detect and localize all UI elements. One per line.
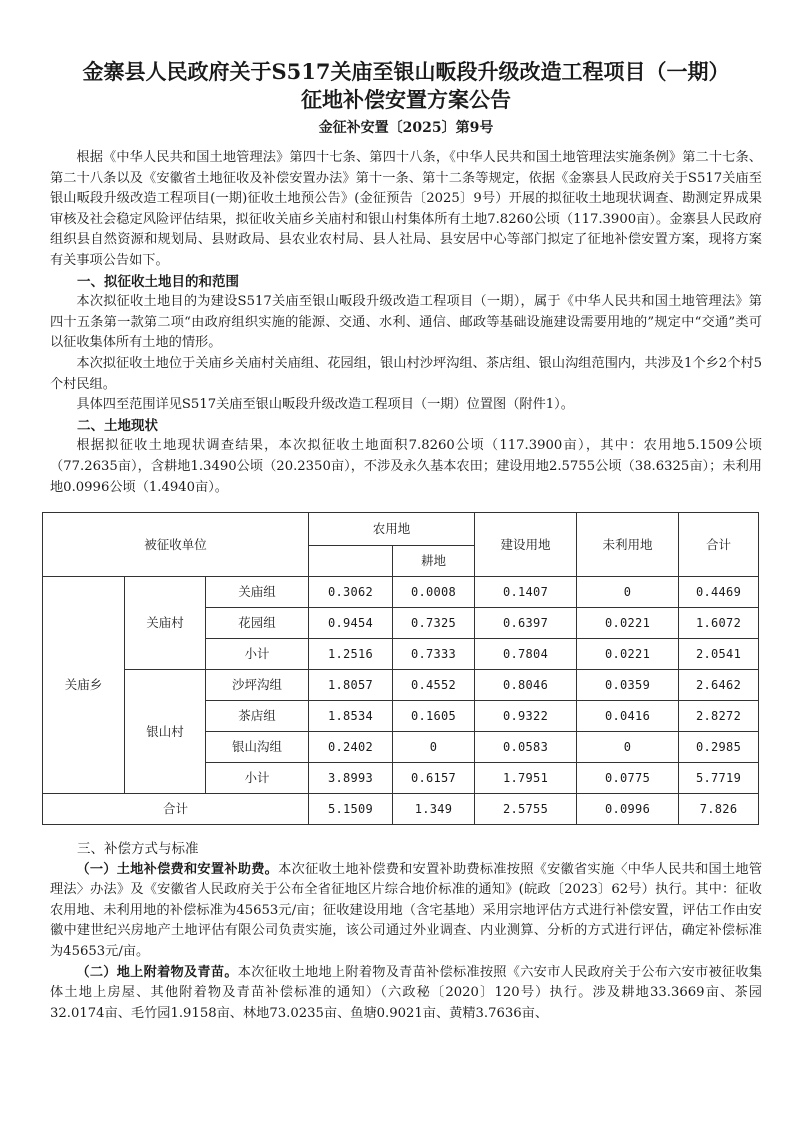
construction-cell: 0.6397 [475, 608, 577, 639]
construction-cell: 0.8046 [475, 670, 577, 701]
header-total: 合计 [679, 513, 759, 577]
sub2-title: （二）地上附着物及青苗。 [76, 964, 238, 980]
total-cell: 0.2985 [679, 732, 759, 763]
group-cell: 花园组 [206, 608, 309, 639]
farmland-cell: 1.2516 [309, 639, 393, 670]
total-cell: 7.826 [679, 794, 759, 825]
table-row [43, 577, 759, 608]
unused-cell: 0.0996 [577, 794, 679, 825]
total-cell: 1.6072 [679, 608, 759, 639]
section1-purpose: 本次拟征收土地目的为建设S517关庙至银山畈段升级改造工程项目（一期），属于《中华人民共和国土地管理法》第四十五条第一款第二项“由政府组织实施的能源、交通、水利、通信、邮政等基础设施建设需要用地的”规定中“交通”类可以征收集体所有土地的情形。 [50, 294, 762, 351]
farmland-cell: 1.8057 [309, 670, 393, 701]
unused-cell: 0.0221 [577, 608, 679, 639]
total-cell: 5.7719 [679, 763, 759, 794]
construction-cell: 0.0583 [475, 732, 577, 763]
grand-total-label: 合计 [43, 794, 309, 825]
sub1-text: 本次征收土地补偿费和安置补助费标准按照《安徽省实施〈中华人民共和国土地管理法〉办法》及《安徽省人民政府关于公布全省征地区片综合地价标准的通知》(皖政〔2023〕62号）执行。其中：征收农用地、未利用地的补偿标准为45653元/亩；征收建设用地（含宅基地）采用宗地评估方式进行补偿安置，评估工作由安徽中建世纪兴房地产土地评估有限公司负责实施，该公司通过外业调查、内业测算、分析的方式进行评估，确定补偿标准为45653元/亩。 [50, 861, 763, 960]
arable-cell: 0.6157 [393, 763, 475, 794]
sub2-text: 本次征收土地地上附着物及青苗补偿标准按照《六安市人民政府关于公布六安市被征收集体土地上房屋、其他附着物及青苗补偿标准的通知）（六政秘〔2020〕120号）执行。涉及耕地33.3669亩、茶园32.0174亩、毛竹园1.9158亩、林地73.0235亩、鱼塘0.9021亩、黄精3.7636亩、 [50, 964, 763, 1021]
farmland-cell: 0.3062 [309, 577, 393, 608]
arable-cell: 0.7325 [393, 608, 475, 639]
village-cell: 关庙村 [125, 577, 206, 670]
compensation-section [50, 839, 762, 1024]
construction-cell: 0.9322 [475, 701, 577, 732]
farmland-cell: 5.1509 [309, 794, 393, 825]
arable-cell: 0.0008 [393, 577, 475, 608]
header-unused: 未利用地 [577, 513, 679, 577]
notice-title-line2: 征地补偿安置方案公告 [301, 87, 511, 112]
group-cell: 银山沟组 [206, 732, 309, 763]
section1-location: 本次拟征收土地位于关庙乡关庙村关庙组、花园组，银山村沙坪沟组、茶店组、银山沟组范围内，共涉及1个乡2个村5个村民组。 [50, 355, 762, 392]
document-number: 金征补安置〔2025〕第9号 [318, 120, 494, 136]
group-cell: 沙坪沟组 [206, 670, 309, 701]
total-cell: 2.6462 [679, 670, 759, 701]
section3-heading: 三、补偿方式与标准 [77, 841, 199, 858]
arable-cell: 0.1605 [393, 701, 475, 732]
arable-cell: 1.349 [393, 794, 475, 825]
group-cell: 小计 [206, 763, 309, 794]
header-construction: 建设用地 [475, 513, 577, 577]
section1-boundary: 具体四至范围详见S517关庙至银山畈段升级改造工程项目（一期）位置图（附件1）。 [76, 397, 574, 413]
town-cell: 关庙乡 [43, 577, 125, 794]
construction-cell: 0.1407 [475, 577, 577, 608]
farmland-cell: 3.8993 [309, 763, 393, 794]
group-cell: 茶店组 [206, 701, 309, 732]
farmland-cell: 1.8534 [309, 701, 393, 732]
table-row [43, 670, 759, 701]
village-cell: 银山村 [125, 670, 206, 794]
construction-cell: 0.7804 [475, 639, 577, 670]
group-cell: 关庙组 [206, 577, 309, 608]
arable-cell: 0.4552 [393, 670, 475, 701]
intro-section [50, 148, 762, 498]
total-cell: 0.4469 [679, 577, 759, 608]
farmland-cell: 0.9454 [309, 608, 393, 639]
header-farmland: 农用地 [309, 513, 475, 546]
construction-cell: 1.7951 [475, 763, 577, 794]
arable-cell: 0 [393, 732, 475, 763]
unused-cell: 0.0416 [577, 701, 679, 732]
notice-title-line1: 金寨县人民政府关于S517关庙至银山畈段升级改造工程项目（一期） [82, 59, 730, 84]
table-row-grand-total [43, 794, 759, 825]
construction-cell: 2.5755 [475, 794, 577, 825]
unused-cell: 0.0359 [577, 670, 679, 701]
header-farmland-blank [309, 546, 393, 577]
table-container [42, 512, 758, 825]
unused-cell: 0.0775 [577, 763, 679, 794]
unused-cell: 0.0221 [577, 639, 679, 670]
section3-sub1 [50, 860, 762, 963]
arable-cell: 0.7333 [393, 639, 475, 670]
section2-heading: 二、土地现状 [77, 417, 158, 434]
intro-paragraph: 根据《中华人民共和国土地管理法》第四十七条、第四十八条，《中华人民共和国土地管理法实施条例》第二十七条、第二十八条以及《安徽省土地征收及补偿安置办法》第十一条、第十二条等规定，依据《金寨县人民政府关于S517关庙至银山畈段升级改造工程项目(一期)征收土地预公告》(金征预告〔2025〕9号）开展的拟征收土地现状调查、勘测定界成果审核及社会稳定风险评估结果，拟征收关庙乡关庙村和银山村集体所有土地7.8260公顷（117.3900亩）。金寨县人民政府组织县自然资源和规划局、县财政局、县农业农村局、县人社局、县安居中心等部门拟定了征地补偿安置方案，现将方案有关事项公告如下。 [50, 150, 762, 268]
section1-heading: 一、拟征收土地目的和范围 [77, 273, 239, 290]
unused-cell: 0 [577, 732, 679, 763]
total-cell: 2.8272 [679, 701, 759, 732]
total-cell: 2.0541 [679, 639, 759, 670]
section2-status: 根据拟征收土地现状调查结果，本次拟征收土地面积7.8260公顷（117.3900亩），其中：农用地5.1509公顷（77.2635亩），含耕地1.3490公顷（20.2350亩），不涉及永久基本农田；建设用地2.5755公顷（38.6325亩）；未利用地0.0996公顷（1.4940亩）。 [50, 438, 762, 495]
land-acquisition-table [42, 512, 759, 825]
sub1-title: （一）土地补偿费和安置补助费。 [76, 861, 279, 877]
table-header-row [43, 513, 759, 546]
section3-sub2 [50, 963, 762, 1025]
farmland-cell: 0.2402 [309, 732, 393, 763]
header-unit: 被征收单位 [43, 513, 309, 577]
group-cell: 小计 [206, 639, 309, 670]
unused-cell: 0 [577, 577, 679, 608]
header-arable: 耕地 [393, 546, 475, 577]
